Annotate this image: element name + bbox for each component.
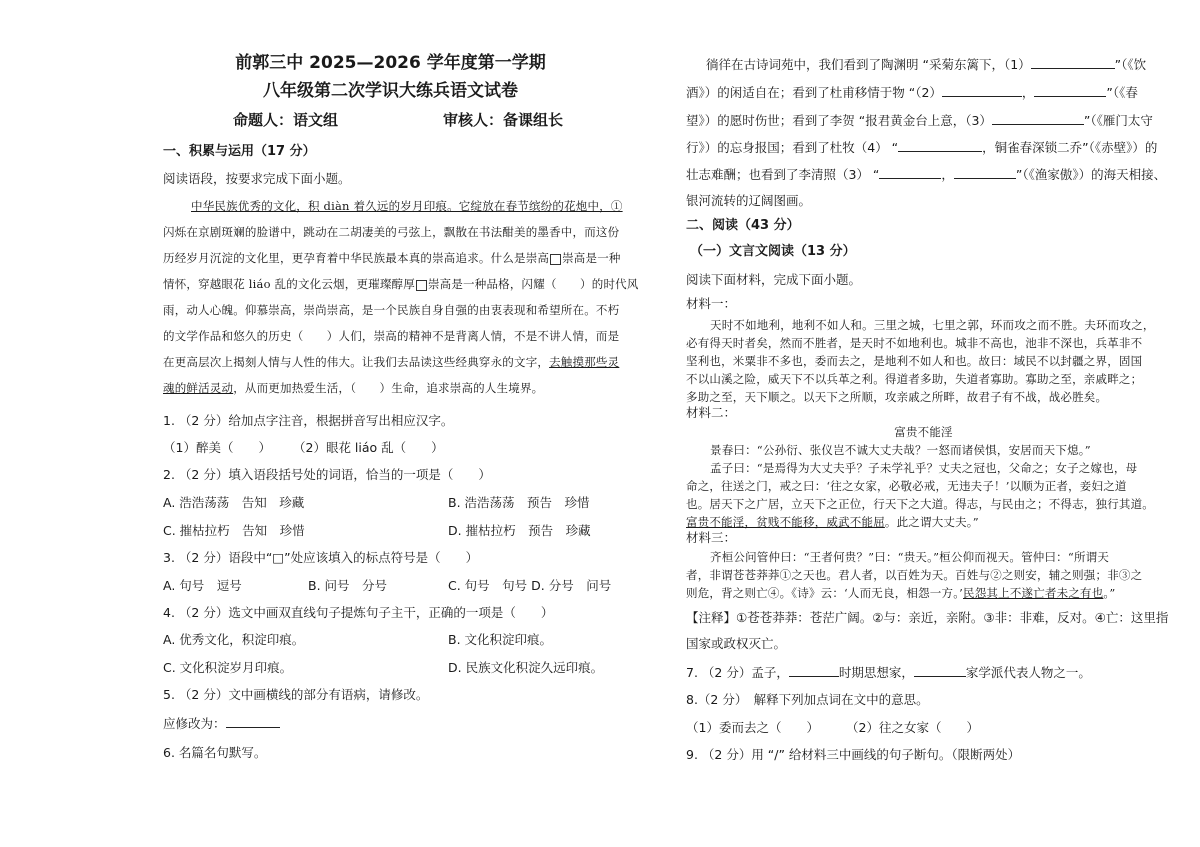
option-4a[interactable]: A. 优秀文化，积淀印痕。 [163, 632, 305, 647]
annotation-line: 【注释】①苍苍莽莽：苍茫广阔。②与：亲近，亲附。③非：非难，反对。④亡：这里指 [686, 610, 1169, 625]
material-2-title: 富贵不能淫 [894, 425, 953, 439]
section2-intro: 阅读下面材料，完成下面小题。 [686, 272, 862, 287]
question-8-part-1[interactable]: （1）委而去之（ ） [686, 720, 819, 735]
answer-blank[interactable] [898, 139, 982, 152]
recitation-line: 望》）的愿时伤世；看到了李贺 “报君黄金台上意，（3） ”（《雁门太守 [686, 113, 1153, 128]
option-4c[interactable]: C. 文化积淀岁月印痕。 [163, 660, 293, 675]
material-line: 多助之至，天下顺之。以天下之所顺，攻亲戚之所畔，故君子有不战，战必胜矣。 [686, 390, 1108, 404]
passage-line: 闪烁在京剧斑斓的脸谱中，跳动在二胡凄美的弓弦上，飘散在书法酣美的墨香中，而这份 [163, 225, 620, 239]
option-2d[interactable]: D. 摧枯拉朽 预告 珍藏 [448, 523, 591, 538]
material-line: 则危，背之则亡④。《诗》云：‘人而无良，相怨一方。’民怨其上不遂亡者未之有也。” [686, 586, 1116, 600]
option-3cd[interactable]: C. 句号 句号 D. 分号 问号 [448, 578, 612, 593]
recitation-line: 行》）的忘身报国；看到了杜牧（4） “ ，铜雀春深锁二乔”（《赤壁》）的 [686, 140, 1158, 155]
material-3-label: 材料三： [686, 530, 737, 545]
answer-blank[interactable] [789, 664, 839, 677]
material-line: 景春曰：“公孙衍、张仪岂不诚大丈夫哉？一怒而诸侯惧，安居而天下熄。” [710, 443, 1091, 457]
question-2: 2. （2 分）填入语段括号处的词语，恰当的一项是（ ） [163, 467, 491, 482]
material-line: 不以山溪之险，威天下不以兵革之利。得道者多助，失道者寡助。寡助之至，亲戚畔之； [686, 372, 1143, 386]
option-4b[interactable]: B. 文化积淀印痕。 [448, 632, 553, 647]
question-5: 5. （2 分）文中画横线的部分有语病，请修改。 [163, 687, 429, 702]
subsection-classical-chinese: （一）文言文阅读（13 分） [690, 244, 856, 259]
passage-line: 雨，动人心魄。仰慕崇高，崇尚崇高，是一个民族自身自强的由衷表现和希望所在。不朽 [163, 303, 620, 317]
annotation-line: 国家或政权灭亡。 [686, 636, 787, 651]
answer-blank[interactable] [226, 715, 280, 728]
punctuation-box [416, 280, 427, 291]
exam-title-line1: 前郭三中 2025—2026 学年度第一学期 [235, 53, 546, 73]
answer-blank[interactable] [1034, 84, 1106, 97]
question-1-part-a[interactable]: （1）醉美（ ） [163, 440, 271, 455]
option-2a[interactable]: A. 浩浩荡荡 告知 珍藏 [163, 495, 305, 510]
option-4d[interactable]: D. 民族文化积淀久远印痕。 [448, 660, 604, 675]
recitation-line: 银河流转的辽阔图画。 [686, 193, 812, 208]
option-2c[interactable]: C. 摧枯拉朽 告知 珍惜 [163, 523, 305, 538]
material-line: 富贵不能淫，贫贱不能移，威武不能屈。此之谓大丈夫。” [686, 515, 979, 529]
option-3b[interactable]: B. 问号 分号 [308, 578, 388, 593]
exam-author: 命题人：语文组 [233, 111, 339, 129]
punctuation-box [550, 254, 561, 265]
question-9: 9. （2 分）用 “/” 给材料三中画线的句子断句。（限断两处） [686, 747, 1021, 762]
material-2-label: 材料二： [686, 405, 737, 420]
question-8-part-2[interactable]: （2）往之女家（ ） [846, 720, 979, 735]
passage-line: 中华民族优秀的文化，积 diàn 着久远的岁月印痕。它绽放在春节缤纷的花炮中，① [191, 199, 623, 213]
answer-blank[interactable] [992, 112, 1084, 125]
passage-line: 的文学作品和悠久的历史（ ）人们，崇高的精神不是背离人情，不是不讲人情，而是 [163, 329, 620, 343]
material-line: 坚利也，米粟非不多也，委而去之，是地利不如人和也。故曰：域民不以封疆之界，固国 [686, 354, 1143, 368]
question-1: 1. （2 分）给加点字注音，根据拼音写出相应汉字。 [163, 413, 454, 428]
question-5-answer: 应修改为： [163, 715, 280, 732]
section1-intro: 阅读语段，按要求完成下面小题。 [163, 171, 351, 186]
passage-line: 历经岁月沉淀的文化里，更孕育着中华民族最本真的崇高追求。什么是崇高 崇高是一种 [163, 251, 621, 265]
recitation-line: 徜徉在古诗词苑中，我们看到了陶渊明 “采菊东篱下，（1） ”（《饮 [706, 57, 1147, 72]
recitation-line: 壮志难酬；也看到了李清照（3） “ ， ”（《渔家傲》）的海天相接、 [686, 167, 1167, 182]
exam-title-line2: 八年级第二次学识大练兵语文试卷 [263, 81, 518, 101]
option-3a[interactable]: A. 句号 逗号 [163, 578, 242, 593]
answer-blank[interactable] [954, 166, 1016, 179]
section1-heading: 一、积累与运用（17 分） [163, 144, 316, 159]
question-6: 6. 名篇名句默写。 [163, 745, 267, 760]
question-3: 3. （2 分）语段中“□”处应该填入的标点符号是（ ） [163, 550, 479, 565]
material-line: 必有得天时者矣，然而不胜者，是天时不如地利也。城非不高也，池非不深也，兵革非不 [686, 336, 1143, 350]
question-4: 4. （2 分）选文中画双直线句子提炼句子主干，正确的一项是（ ） [163, 605, 554, 620]
material-1-label: 材料一： [686, 296, 737, 311]
material-line: 天时不如地利，地利不如人和。三里之城，七里之郭，环而攻之而不胜。夫环而攻之， [710, 318, 1155, 332]
section2-heading: 二、阅读（43 分） [686, 218, 800, 233]
passage-line: 魂的鲜活灵动，从而更加热爱生活，（ ）生命，追求崇高的人生境界。 [163, 381, 544, 395]
recitation-line: 酒》）的闲适自在；看到了杜甫移情于物 “（2） ， ”（《春 [686, 85, 1138, 100]
material-line: 齐桓公问管仲曰：“王者何贵？”曰：“贵天。”桓公仰而视天。管仲曰：“所谓天 [710, 550, 1110, 564]
material-line: 命之，往送之门，戒之曰：‘往之女家，必敬必戒，无违夫子！’以顺为正者，妾妇之道 [686, 479, 1127, 493]
passage-line: 情怀，穿越眼花 liáo 乱的文化云烟，更璀璨醇厚 崇高是一种品格，闪耀（ ）的时代风 [163, 277, 639, 291]
answer-blank[interactable] [879, 166, 941, 179]
answer-blank[interactable] [914, 664, 966, 677]
material-line: 孟子曰：“是焉得为大丈夫乎？子未学礼乎？丈夫之冠也，父命之；女子之嫁也，母 [710, 461, 1138, 475]
material-line: 也。居天下之广居，立天下之正位，行天下之大道。得志，与民由之；不得志，独行其道。 [686, 497, 1154, 511]
option-2b[interactable]: B. 浩浩荡荡 预告 珍惜 [448, 495, 590, 510]
question-8: 8.（2 分） 解释下列加点词在文中的意思。 [686, 692, 929, 707]
passage-line: 在更高层次上揭刻人情与人性的伟大。让我们去品读这些经典穿永的文字，去触摸那些灵 [163, 355, 620, 369]
question-7: 7. （2 分）孟子， 时期思想家， 家学派代表人物之一。 [686, 665, 1091, 680]
answer-blank[interactable] [942, 84, 1022, 97]
answer-blank[interactable] [1031, 56, 1115, 69]
exam-reviewer: 审核人：备课组长 [443, 111, 564, 129]
question-1-part-b[interactable]: （2）眼花 liáo 乱（ ） [293, 440, 444, 455]
material-line: 者，非谓苍苍莽莽①之天也。君人者，以百姓为天。百姓与②之则安，辅之则强；非③之 [686, 568, 1143, 582]
